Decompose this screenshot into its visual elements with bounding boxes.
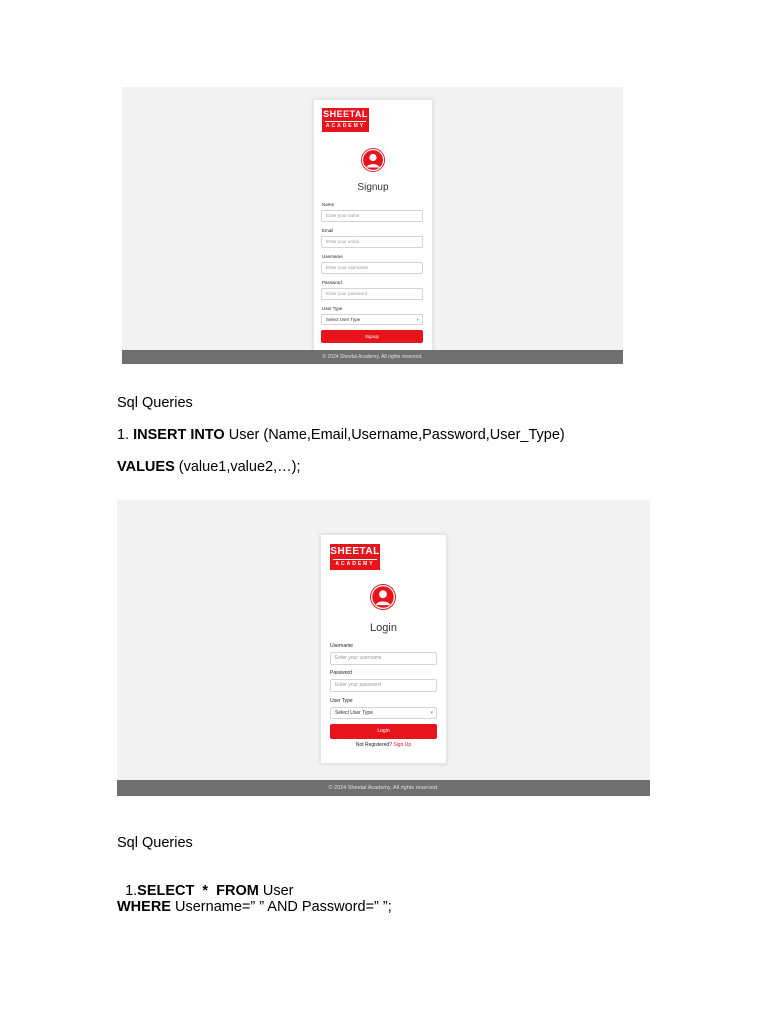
password-label: Password [330,670,352,676]
section1-query-line2 [117,459,300,475]
section2-query-line1 [117,867,293,899]
login-card [320,534,447,764]
sql-keyword: VALUES [117,459,175,475]
name-input[interactable]: Enter your name [321,210,423,222]
logo-subtext: ACADEMY [333,559,377,568]
signup-screenshot [122,87,623,364]
line-number: 1. [117,427,134,443]
signup-card [313,99,433,351]
signup-link[interactable]: Sign Up [393,742,412,748]
password-input[interactable]: Enter your password [330,679,437,692]
chevron-down-icon: ▾ [430,710,433,716]
signup-footer: © 2024 Sheetal Academy. All rights reserved. [122,350,623,364]
username-label: Username [322,254,343,259]
register-text: Not Registered? [355,742,392,748]
logo-text: SHEETAL [330,546,380,557]
user-type-selected: Select User Type [335,710,373,716]
sql-keyword: SELECT [137,883,195,899]
signup-button[interactable]: Signup [321,330,423,343]
brand-logo [330,544,380,570]
username-input[interactable]: Enter your username [330,652,437,665]
sql-text: User (Name,Email,Username,Password,User_Type) [224,427,565,443]
section2-heading: Sql Queries [117,835,193,851]
sql-keyword: INSERT INTO [133,427,225,443]
sql-text: (value1,value2,…); [174,459,301,475]
username-input[interactable]: Enter your username [321,262,423,274]
email-input[interactable]: Enter your email [321,236,423,248]
sql-text: Username=” ” AND Password=” ”; [170,899,392,915]
logo-text: SHEETAL [323,109,368,119]
password-label: Password [322,280,342,285]
sql-star: * [194,883,217,899]
section1-heading: Sql Queries [117,395,193,411]
password-input[interactable]: Enter your password [321,288,423,300]
user-type-selected: Select User Type [326,317,361,322]
sql-keyword: FROM [216,883,259,899]
section2-query-line2 [117,899,392,915]
sql-text: User [258,883,294,899]
sql-keyword: WHERE [117,899,171,915]
name-label: Name [322,202,335,207]
email-label: Email [322,228,334,233]
login-button[interactable]: Login [330,724,437,739]
line-number: 1. [125,883,138,899]
login-footer: © 2024 Sheetal Academy. All rights reserved. [117,780,650,796]
signup-title: Signup [357,182,389,193]
login-screenshot [117,500,650,796]
user-type-select[interactable] [321,314,423,325]
chevron-down-icon: ▾ [416,317,419,322]
user-icon [370,584,396,610]
user-type-select[interactable] [330,707,437,719]
logo-subtext: ACADEMY [325,123,366,129]
brand-logo [322,108,369,132]
username-label: Username [330,643,354,649]
user-type-label: User Type [330,698,353,704]
user-type-label: User Type [322,306,343,311]
login-title: Login [370,622,397,634]
user-icon [361,148,385,172]
register-prompt [321,742,446,748]
section1-query-line1 [117,427,565,443]
